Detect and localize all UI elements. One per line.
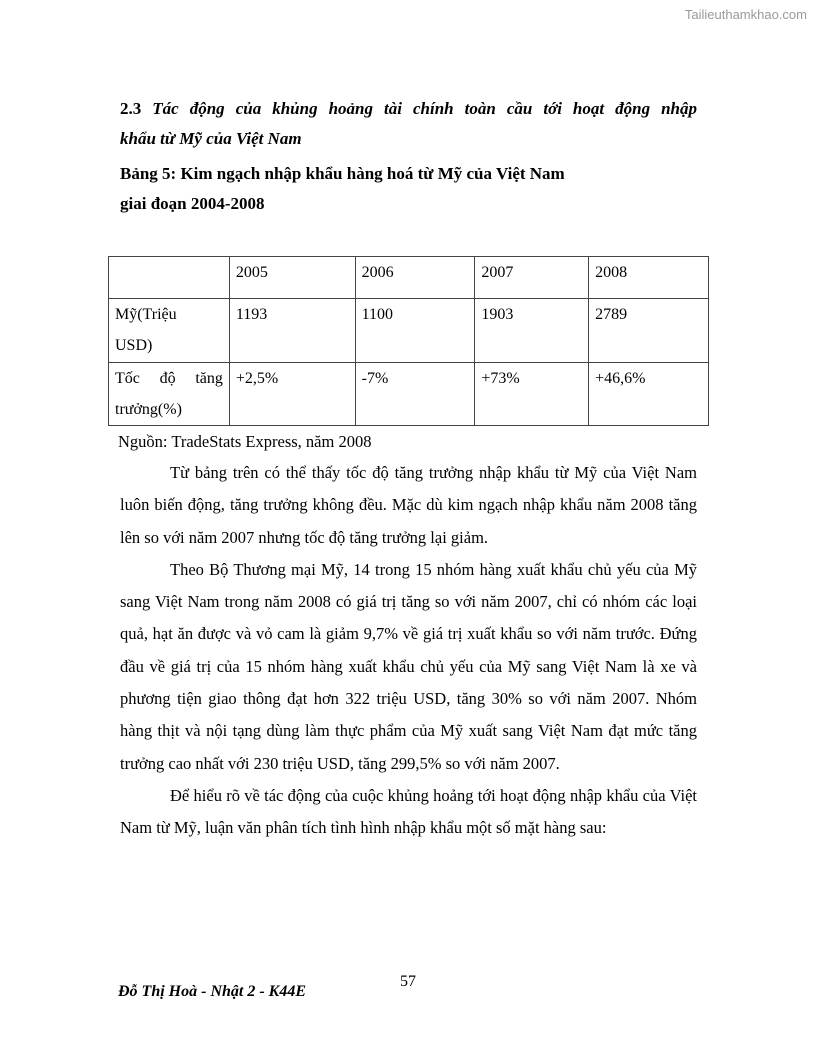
import-table <box>108 256 709 426</box>
table-caption-line2: giai đoạn 2004-2008 <box>120 194 265 213</box>
value-cell: +73% <box>475 363 589 426</box>
table-caption <box>120 159 565 219</box>
table-caption-line1: Bảng 5: Kim ngạch nhập khẩu hàng hoá từ Mỹ của Việt Nam <box>120 164 565 183</box>
paragraph: Theo Bộ Thương mại Mỹ, 14 trong 15 nhóm hàng xuất khẩu chủ yếu của Mỹ sang Việt Nam trong năm 2008 có giá trị tăng so với năm 2007, chỉ có nhóm các loại quả, hạt ăn được và vỏ cam là giảm 9,7% về giá trị xuất khẩu so với năm trước. Đứng đầu về giá trị của 15 nhóm hàng xuất khẩu chủ yếu của Mỹ sang Việt Nam là xe và phương tiện giao thông đạt hơn 322 triệu USD, tăng 30% so với năm 2007. Nhóm hàng thịt và nội tạng dùng làm thực phẩm của Mỹ xuất sang Việt Nam đạt mức tăng trưởng cao nhất với 230 triệu USD, tăng 299,5% so với năm 2007. <box>120 559 697 773</box>
header-cell: 2007 <box>475 257 589 299</box>
table-source: Nguồn: TradeStats Express, năm 2008 <box>118 432 372 451</box>
value-cell: 1100 <box>355 299 475 363</box>
row-label-line: USD) <box>115 337 153 354</box>
value-cell: +2,5% <box>229 363 355 426</box>
value-cell: 1193 <box>229 299 355 363</box>
value-cell: 2789 <box>589 299 709 363</box>
header-cell: 2005 <box>229 257 355 299</box>
table-row <box>109 363 709 426</box>
row-label-cell <box>109 299 230 363</box>
section-heading <box>120 94 697 154</box>
header-cell: 2006 <box>355 257 475 299</box>
footer-author: Đỗ Thị Hoà - Nhật 2 - K44E <box>118 983 307 1000</box>
header-cell: 2008 <box>589 257 709 299</box>
section-title-line2: khẩu từ Mỹ của Việt Nam <box>120 129 302 148</box>
value-cell: -7% <box>355 363 475 426</box>
table-header-row <box>109 257 709 299</box>
header-cell <box>109 257 230 299</box>
section-title-line1: Tác động của khủng hoảng tài chính toàn cầu tới hoạt động nhập <box>152 99 698 118</box>
paragraph: Từ bảng trên có thể thấy tốc độ tăng trưởng nhập khẩu từ Mỹ của Việt Nam luôn biến động, tăng trưởng không đều. Mặc dù kim ngạch nhập khẩu năm 2008 tăng lên so với năm 2007 nhưng tốc độ tăng trưởng lại giảm. <box>120 463 697 547</box>
paragraph: Để hiểu rõ về tác động của cuộc khủng hoảng tới hoạt động nhập khẩu của Việt Nam từ Mỹ, luận văn phân tích tình hình nhập khẩu một số mặt hàng sau: <box>120 785 697 838</box>
row-label-line: Mỹ(Triệu <box>115 306 177 323</box>
row-label-cell <box>109 363 230 426</box>
table-row <box>109 299 709 363</box>
watermark: Tailieuthamkhao.com <box>684 7 807 22</box>
row-label-line: trưởng(%) <box>115 401 182 418</box>
value-cell: +46,6% <box>589 363 709 426</box>
value-cell: 1903 <box>475 299 589 363</box>
section-number: 2.3 <box>120 99 142 118</box>
page-number: 57 <box>400 973 416 990</box>
row-label-line: Tốc độ tăng <box>115 370 223 387</box>
body-text <box>120 457 697 845</box>
